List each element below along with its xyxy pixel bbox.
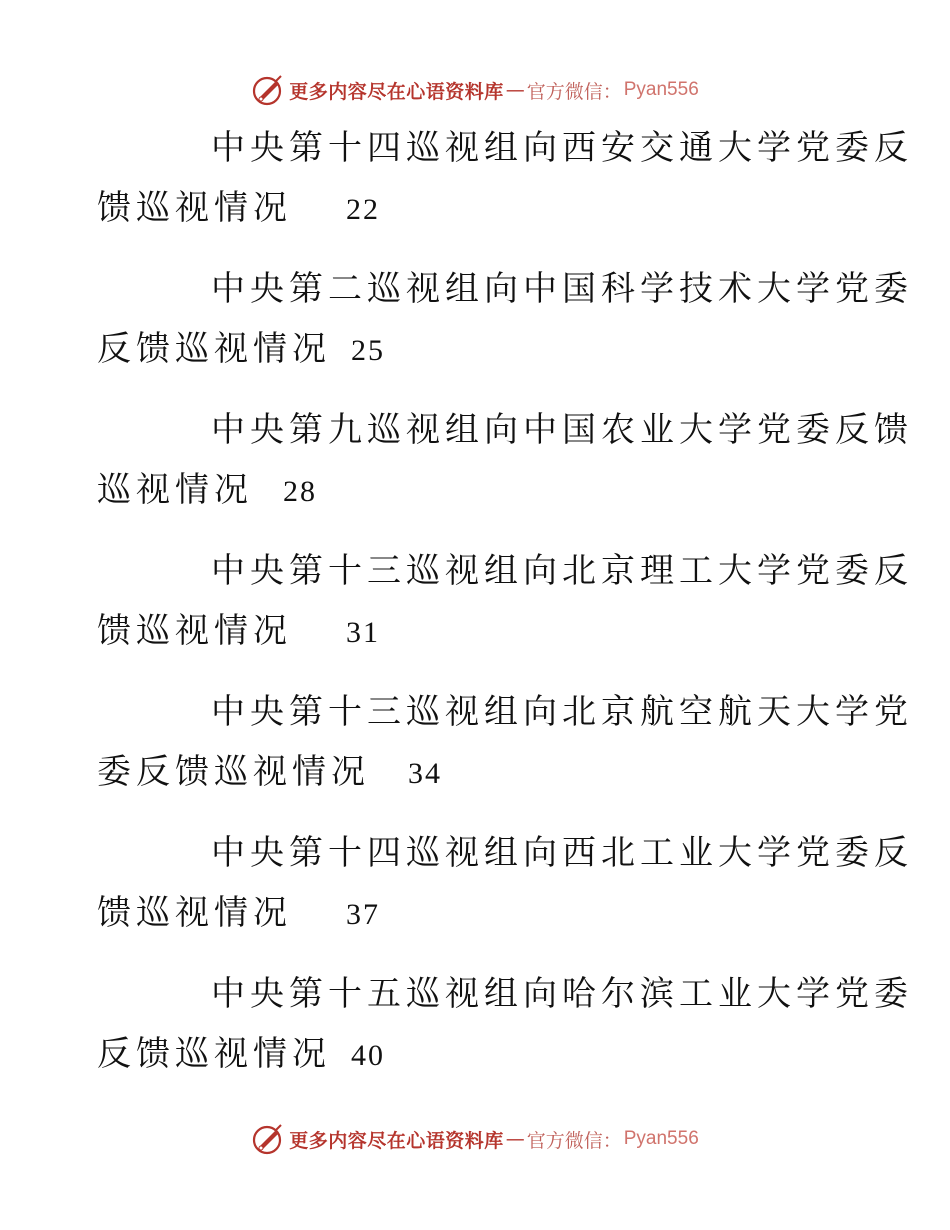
toc-entry-title-tail: 委反馈巡视情况 <box>97 752 370 792</box>
toc-list <box>97 118 913 1105</box>
toc-page-number: 40 <box>351 1039 385 1072</box>
watermark-sub-text: 官方微信： <box>526 80 622 103</box>
watermark-wechat-id: Pyan556 <box>623 1128 699 1149</box>
toc-entry-title-line2 <box>97 1024 837 1084</box>
quill-logo-icon <box>251 1122 285 1156</box>
toc-page-number: 28 <box>283 475 317 508</box>
watermark-dash: — <box>505 1128 525 1150</box>
toc-page-number: 34 <box>408 757 442 790</box>
toc-page-number: 31 <box>346 616 380 649</box>
toc-entry-title-tail: 馈巡视情况 <box>97 611 292 651</box>
watermark-dash: — <box>505 79 525 101</box>
toc-entry <box>97 682 913 802</box>
toc-entry-title-line1: 中央第十三巡视组向北京航空航天大学党 <box>211 692 913 732</box>
toc-entry-title-line1: 中央第十三巡视组向北京理工大学党委反 <box>211 551 913 591</box>
toc-entry <box>97 259 913 379</box>
watermark-sub-text: 官方微信： <box>526 1129 622 1152</box>
toc-entry-title-line2 <box>97 883 837 943</box>
watermark-main-text: 更多内容尽在心语资料库 <box>289 1129 504 1152</box>
toc-entry-title-line2 <box>97 178 837 238</box>
watermark-wechat-id: Pyan556 <box>623 79 699 100</box>
toc-entry-title-line2 <box>97 319 837 379</box>
toc-entry-title-line1: 中央第十五巡视组向哈尔滨工业大学党委 <box>211 974 913 1014</box>
toc-entry-title-line1: 中央第二巡视组向中国科学技术大学党委 <box>211 269 913 309</box>
toc-entry-title-tail: 巡视情况 <box>97 470 253 510</box>
watermark-main-text: 更多内容尽在心语资料库 <box>289 80 504 103</box>
watermark-header <box>0 70 950 110</box>
toc-entry-title-line1: 中央第十四巡视组向西北工业大学党委反 <box>211 833 913 873</box>
toc-entry-title-line1: 中央第十四巡视组向西安交通大学党委反 <box>211 128 913 168</box>
toc-page-number: 37 <box>346 898 380 931</box>
toc-entry <box>97 964 913 1084</box>
toc-entry-title-line2 <box>97 460 837 520</box>
toc-entry <box>97 400 913 520</box>
toc-entry <box>97 823 913 943</box>
watermark-footer <box>0 1119 950 1159</box>
toc-entry-title-line2 <box>97 742 837 802</box>
toc-entry-title-tail: 反馈巡视情况 <box>97 1034 331 1074</box>
toc-page-number: 22 <box>346 193 380 226</box>
toc-entry-title-tail: 反馈巡视情况 <box>97 329 331 369</box>
toc-entry-title-tail: 馈巡视情况 <box>97 893 292 933</box>
toc-entry-title-tail: 馈巡视情况 <box>97 188 292 228</box>
toc-page-number: 25 <box>351 334 385 367</box>
toc-entry <box>97 118 913 238</box>
toc-entry-title-line1: 中央第九巡视组向中国农业大学党委反馈 <box>211 410 913 450</box>
toc-entry <box>97 541 913 661</box>
toc-entry-title-line2 <box>97 601 837 661</box>
quill-logo-icon <box>251 73 285 107</box>
